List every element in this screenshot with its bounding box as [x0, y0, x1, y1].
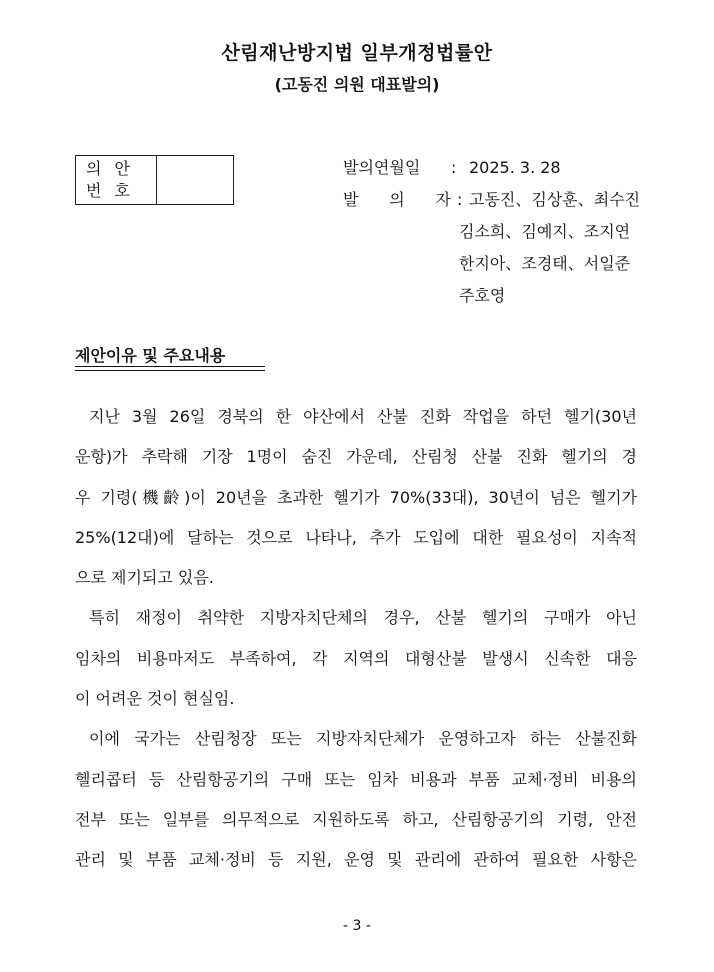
- proposer-row: [343, 184, 640, 216]
- body-line: 특히 재정이 취약한 지방자치단체의 경우, 산불 헬기의 구매가 아닌: [89, 608, 637, 628]
- proposal-meta: [343, 152, 640, 312]
- proposer-label-char: 의: [389, 190, 405, 209]
- body-line: 관리 및 부품 교체·정비 등 지원, 운영 및 관리에 관하여 필요한 사항은: [75, 850, 637, 870]
- body-line: 이 어려운 것이 현실임.: [75, 689, 235, 709]
- body-line: 으로 제기되고 있음.: [75, 568, 214, 588]
- body-text: [75, 401, 637, 885]
- page-number: - 3 -: [343, 918, 371, 934]
- proposer-row: [343, 248, 640, 280]
- body-line: 임차의 비용마저도 부족하여, 각 지역의 대형산불 발생시 신속한 대응: [75, 648, 637, 668]
- proposer-line: 주호영: [459, 286, 506, 305]
- bill-number-label: [76, 156, 157, 204]
- proposal-date-label: 발의연월일: [343, 158, 421, 177]
- bill-title: 산림재난방지법 일부개정법률안: [221, 42, 493, 64]
- proposal-date-value: 2025. 3. 28: [469, 158, 561, 177]
- proposer-line: 김소희、김예지、조지연: [459, 222, 631, 241]
- section-underline: [75, 370, 265, 371]
- section-heading: [75, 343, 225, 366]
- proposer-line: 한지아、조경태、서일준: [459, 254, 631, 273]
- section-underline: [75, 366, 265, 367]
- proposal-date-row: [343, 152, 640, 184]
- section-heading-text: 제안이유 및 주요내용: [75, 346, 226, 365]
- proposer-colon: :: [457, 190, 463, 209]
- proposer-row: [343, 216, 640, 248]
- bill-number-value: [157, 156, 233, 204]
- bill-number-box: [75, 155, 234, 205]
- body-line: 25%(12대)에 달하는 것으로 나타나, 추가 도입에 대한 필요성이 지속적: [75, 527, 637, 547]
- proposal-date-colon: :: [451, 158, 457, 177]
- body-line: 지난 3월 26일 경북의 한 야산에서 산불 진화 작업을 하던 헬기(30년: [89, 407, 637, 426]
- body-line: 전부 또는 일부를 의무적으로 지원하도록 하고, 산림항공기의 기령, 안전: [75, 809, 637, 829]
- bill-number-label-line1: 의 안: [86, 159, 134, 178]
- body-line: 이에 국가는 산림청장 또는 지방자치단체가 운영하고자 하는 산불진화: [89, 729, 637, 749]
- bill-subtitle: (고동진 의원 대표발의): [274, 75, 440, 94]
- proposer-label: [343, 184, 451, 216]
- proposer-line: 고동진、김상훈、최수진: [469, 190, 641, 209]
- body-line: 헬리콥터 등 산림항공기의 구매 또는 임차 비용과 부품 교체·정비 비용의: [75, 769, 637, 789]
- bill-number-label-line2: 번 호: [86, 181, 134, 200]
- body-line: 우 기령(機齡)이 20년을 초과한 헬기가 70%(33대), 30년이 넘은 헬기가: [75, 487, 637, 507]
- proposer-label-char: 자: [435, 190, 451, 209]
- proposer-row: [343, 280, 640, 312]
- body-line: 운항)가 추락해 기장 1명이 숨진 가운데, 산림청 산불 진화 헬기의 경: [75, 447, 637, 467]
- proposer-label-char: 발: [343, 190, 359, 209]
